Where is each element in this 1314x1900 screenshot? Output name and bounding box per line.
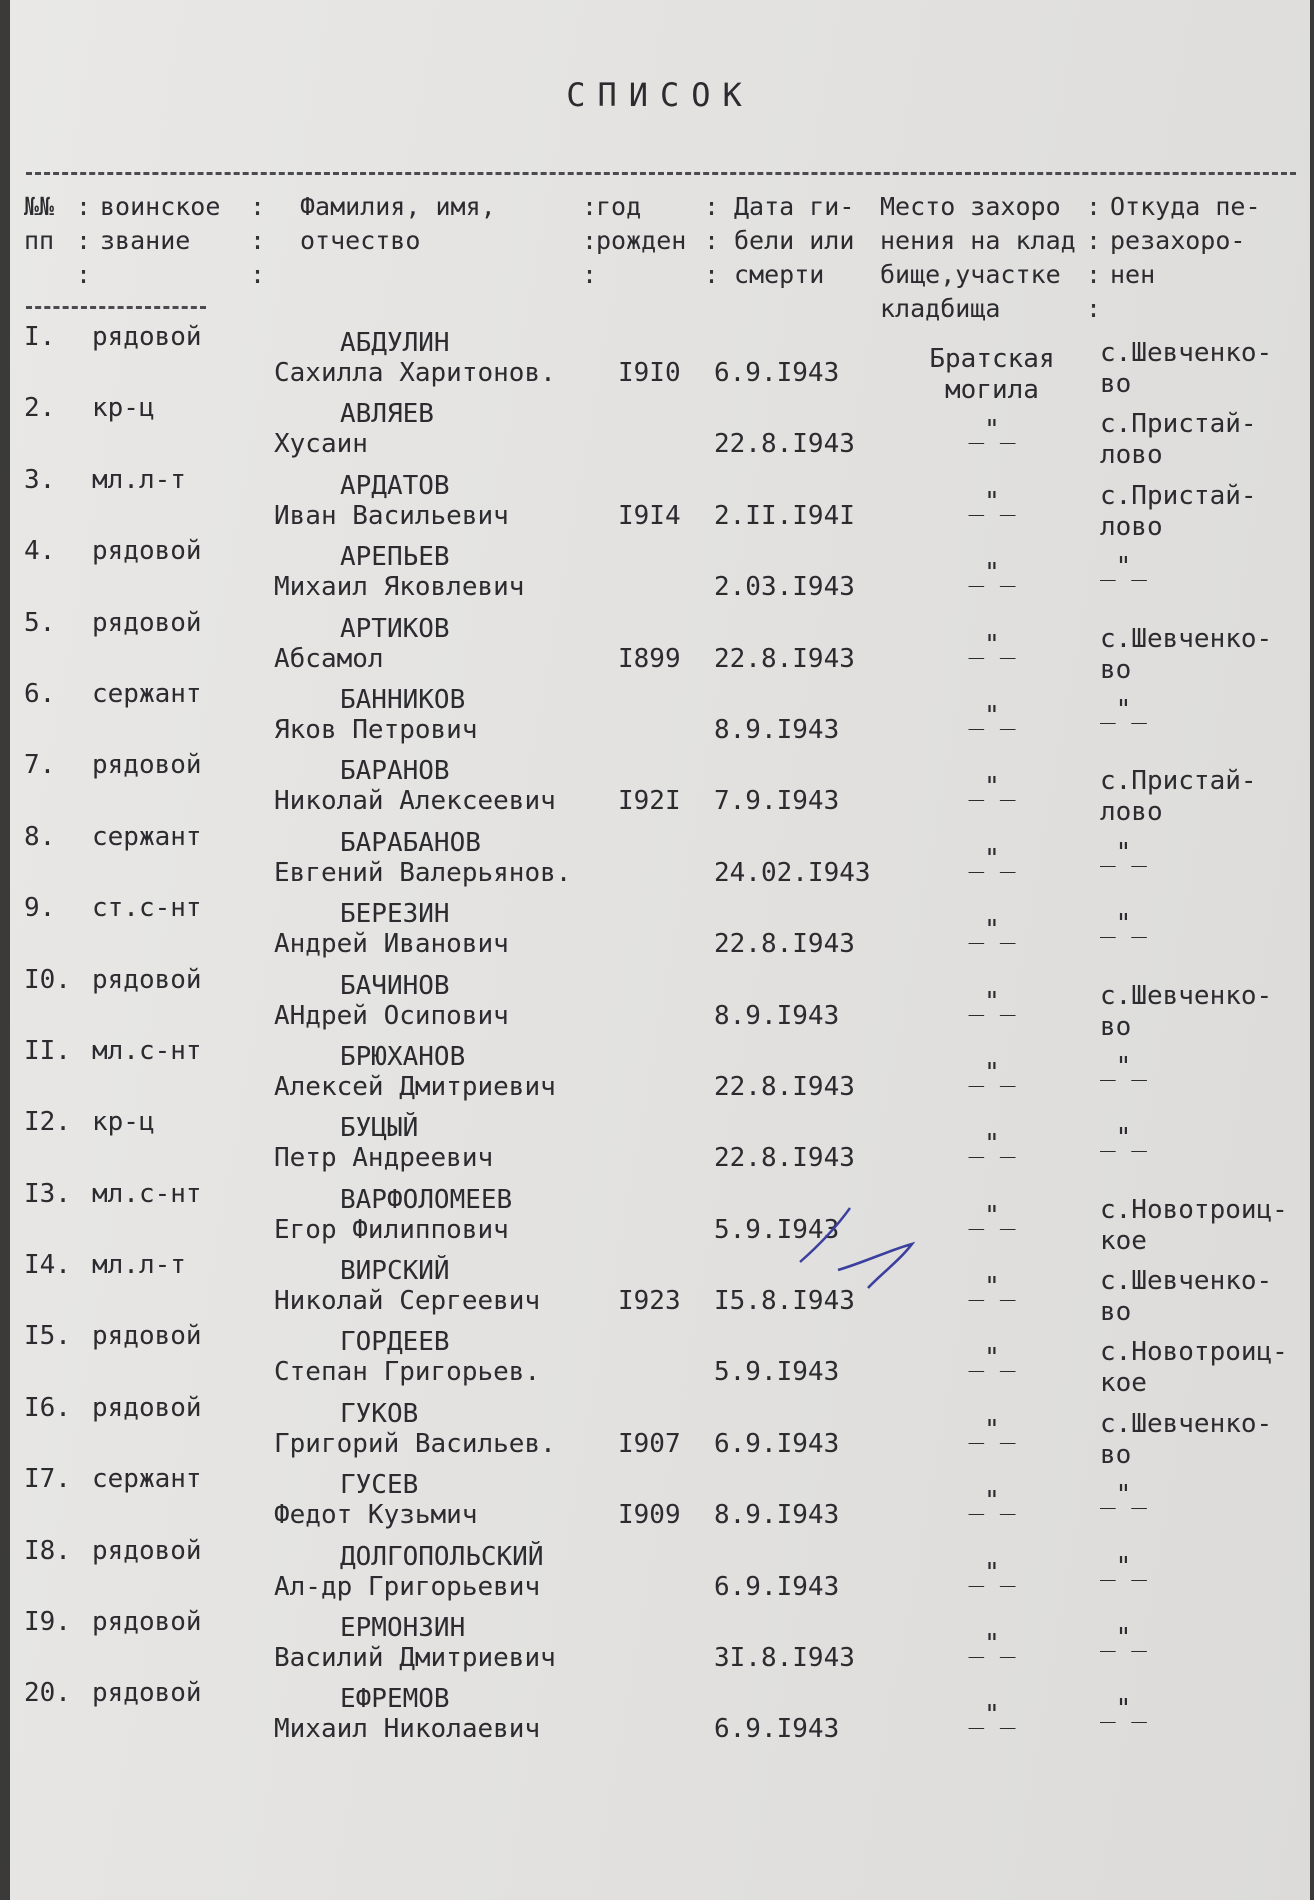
cell-given: Ал-др Григорьевич [274,1571,541,1602]
cell-surname: АВЛЯЕВ [340,399,434,430]
cell-date: 6.9.I943 [714,1571,840,1602]
header-name: Фамилия, имя, отчество [300,192,496,255]
cell-surname: БАЧИНОВ [340,970,450,1001]
cell-given: Иван Васильевич [274,500,509,531]
cell-place: _"_ [968,843,1016,874]
cell-place: _"_ [968,1486,1016,1517]
cell-surname: ДОЛГОПОЛЬСКИЙ [340,1541,544,1572]
cell-num: 3. [24,464,56,495]
header-top-rule [26,172,1296,175]
cell-rank: рядовой [92,536,202,567]
cell-from: с.Пристай- лово [1100,480,1257,542]
cell-surname: БЕРЕЗИН [340,899,450,930]
cell-rank: мл.л-т [92,464,186,495]
cell-place: _"_ [968,700,1016,731]
cell-num: I4. [24,1250,71,1281]
cell-surname: БАННИКОВ [340,684,466,715]
cell-place: _"_ [968,558,1016,589]
table-row [10,893,1310,964]
cell-rank: рядовой [92,1678,202,1709]
cell-place: Братская могила [929,344,1055,405]
cell-given: Андрей Иванович [274,929,509,960]
cell-surname: ГУКОВ [340,1398,419,1429]
cell-surname: АРЕПЬЕВ [340,542,450,573]
table-row [10,536,1310,607]
cell-date: 5.9.I943 [714,1214,840,1245]
cell-place: _"_ [968,1129,1016,1160]
cell-surname: АРТИКОВ [340,613,450,644]
table-row [10,964,1310,1042]
header-separator: : : : [76,192,92,289]
cell-given: Федот Кузьмич [274,1500,478,1531]
cell-num: II. [24,1035,71,1066]
table-row [10,607,1310,685]
cell-rank: сержант [92,1464,202,1495]
cell-date: 8.9.I943 [714,714,840,745]
cell-given: Михаил Яковлевич [274,572,525,603]
cell-num: I0. [24,964,71,995]
cell-place: _"_ [968,1414,1016,1445]
cell-num: 5. [24,607,56,638]
table-row [10,1464,1310,1535]
cell-num: I. [24,322,56,352]
cell-surname: БАРАНОВ [340,756,450,787]
table-row [10,1107,1310,1178]
cell-from: с.Шевченко- во [1100,980,1273,1042]
cell-from: _"_ [1100,694,1147,725]
cell-place: _"_ [968,1629,1016,1660]
header-date: Дата ги- бели или смерти [734,192,855,289]
cell-given: Сахилла Харитонов. [274,358,556,388]
header-separator: : : : : [1086,192,1102,323]
header-separator: : : : [582,192,598,289]
cell-date: 3I.8.I943 [714,1643,855,1674]
table-row [10,679,1310,750]
cell-given: АНдрей Осипович [274,1000,509,1031]
cell-rank: мл.с-нт [92,1035,202,1066]
cell-year: I907 [618,1428,681,1459]
cell-surname: АБДУЛИН [340,328,450,358]
table-row [10,393,1310,471]
header-from: Откуда пе- резахоро- нен [1110,192,1261,289]
cell-from: с.Шевченко- во [1100,1408,1273,1470]
cell-from: с.Шевченко- во [1100,623,1273,685]
cell-from: _"_ [1100,837,1147,868]
header-place: Место захоро нения на клад бище,участке кладбища [880,192,1076,323]
cell-rank: рядовой [92,964,202,995]
header-separator: : : : [704,192,720,289]
cell-from: с.Шевченко- во [1100,338,1273,399]
cell-surname: БУЦЫЙ [340,1113,419,1144]
table-row [10,1536,1310,1607]
cell-num: 7. [24,750,56,781]
cell-from: с.Новотроиц- кое [1100,1337,1288,1399]
cell-from: _"_ [1100,552,1147,583]
cell-rank: рядовой [92,607,202,638]
header-year: год рожден [596,192,687,255]
table-row [10,464,1310,542]
cell-from: _"_ [1100,1480,1147,1511]
cell-from: с.Пристай- лово [1100,766,1257,828]
cell-rank: рядовой [92,1607,202,1638]
cell-num: 6. [24,678,56,709]
cell-year: I92I [618,786,681,817]
cell-rank: рядовой [92,1535,202,1566]
cell-given: Хусаин [274,429,368,460]
cell-given: Василий Дмитриевич [274,1643,556,1674]
header-bottom-rule [26,306,206,309]
cell-given: Николай Алексеевич [274,786,556,817]
cell-given: Алексей Дмитриевич [274,1071,556,1102]
cell-surname: ЕРМОНЗИН [340,1613,466,1644]
table-row [10,1178,1310,1256]
cell-year: I909 [618,1500,681,1531]
cell-num: I6. [24,1392,71,1423]
cell-given: Степан Григорьев. [274,1357,541,1388]
cell-from: _"_ [1100,1551,1147,1582]
cell-given: Яков Петрович [274,714,478,745]
cell-date: I5.8.I943 [714,1286,855,1317]
cell-surname: АРДАТОВ [340,470,450,501]
cell-surname: ВАРФОЛОМЕЕВ [340,1184,513,1215]
cell-from: с.Пристай- лово [1100,409,1257,471]
cell-rank: сержант [92,821,202,852]
cell-given: Егор Филиппович [274,1214,509,1245]
cell-num: I2. [24,1107,71,1138]
cell-date: 22.8.I943 [714,929,855,960]
cell-num: 20. [24,1678,71,1709]
table-row [10,322,1310,405]
cell-date: 8.9.I943 [714,1500,840,1531]
cell-place: _"_ [968,1700,1016,1731]
table-row [10,1036,1310,1107]
cell-place: _"_ [968,1200,1016,1231]
cell-place: _"_ [968,415,1016,446]
cell-place: _"_ [968,1557,1016,1588]
cell-num: 4. [24,536,56,567]
document-sheet [10,0,1310,1900]
cell-given: Евгений Валерьянов. [274,857,572,888]
table-row [10,1392,1310,1470]
cell-surname: БАРАБАНОВ [340,827,481,858]
cell-given: Михаил Николаевич [274,1714,541,1745]
cell-num: 8. [24,821,56,852]
table-row [10,1250,1310,1328]
cell-rank: мл.л-т [92,1250,186,1281]
cell-num: I8. [24,1535,71,1566]
table-row [10,750,1310,828]
cell-rank: мл.с-нт [92,1178,202,1209]
burial-list [10,322,1310,1750]
header-separator: : : : [250,192,266,289]
cell-from: с.Шевченко- во [1100,1266,1273,1328]
cell-rank: рядовой [92,1392,202,1423]
cell-date: 6.9.I943 [714,1428,840,1459]
cell-given: Григорий Васильев. [274,1428,556,1459]
cell-surname: ГОРДЕЕВ [340,1327,450,1358]
cell-date: 8.9.I943 [714,1000,840,1031]
cell-rank: ст.с-нт [92,893,202,924]
cell-surname: ЕФРЕМОВ [340,1684,450,1715]
cell-rank: сержант [92,678,202,709]
cell-date: 22.8.I943 [714,1143,855,1174]
cell-given: Абсамол [274,643,384,674]
cell-rank: рядовой [92,750,202,781]
cell-place: _"_ [968,1272,1016,1303]
header-rank: воинское звание [100,192,221,255]
cell-year: I9I4 [618,500,681,531]
cell-date: 24.02.I943 [714,857,871,888]
cell-rank: рядовой [92,1321,202,1352]
cell-date: 6.9.I943 [714,358,840,388]
cell-year: I899 [618,643,681,674]
table-row [10,1678,1310,1749]
cell-num: I5. [24,1321,71,1352]
cell-date: 2.II.I94I [714,500,855,531]
cell-num: 9. [24,893,56,924]
cell-date: 22.8.I943 [714,643,855,674]
cell-num: I7. [24,1464,71,1495]
cell-rank: рядовой [92,322,202,352]
document-title: СПИСОК [566,76,754,114]
cell-place: _"_ [968,915,1016,946]
cell-place: _"_ [968,1343,1016,1374]
cell-from: _"_ [1100,1051,1147,1082]
cell-date: 6.9.I943 [714,1714,840,1745]
cell-given: Петр Андреевич [274,1143,494,1174]
cell-from: _"_ [1100,1123,1147,1154]
cell-from: _"_ [1100,909,1147,940]
cell-year: I9I0 [618,358,681,388]
table-header [10,190,1310,323]
cell-place: _"_ [968,1057,1016,1088]
cell-date: 22.8.I943 [714,429,855,460]
cell-surname: БРЮХАНОВ [340,1041,466,1072]
cell-rank: кр-ц [92,1107,155,1138]
cell-date: 7.9.I943 [714,786,840,817]
table-row [10,822,1310,893]
cell-from: с.Новотроиц- кое [1100,1194,1288,1256]
cell-date: 22.8.I943 [714,1071,855,1102]
cell-num: I3. [24,1178,71,1209]
cell-from: _"_ [1100,1623,1147,1654]
table-row [10,1607,1310,1678]
cell-place: _"_ [968,772,1016,803]
cell-given: Николай Сергеевич [274,1286,541,1317]
cell-rank: кр-ц [92,393,155,424]
cell-place: _"_ [968,986,1016,1017]
cell-year: I923 [618,1286,681,1317]
cell-date: 2.03.I943 [714,572,855,603]
cell-from: _"_ [1100,1694,1147,1725]
cell-date: 5.9.I943 [714,1357,840,1388]
cell-num: I9. [24,1607,71,1638]
cell-surname: ГУСЕВ [340,1470,419,1501]
cell-surname: ВИРСКИЙ [340,1256,450,1287]
cell-place: _"_ [968,629,1016,660]
cell-place: _"_ [968,486,1016,517]
cell-num: 2. [24,393,56,424]
table-row [10,1321,1310,1399]
header-num: №№ пп [24,192,55,255]
